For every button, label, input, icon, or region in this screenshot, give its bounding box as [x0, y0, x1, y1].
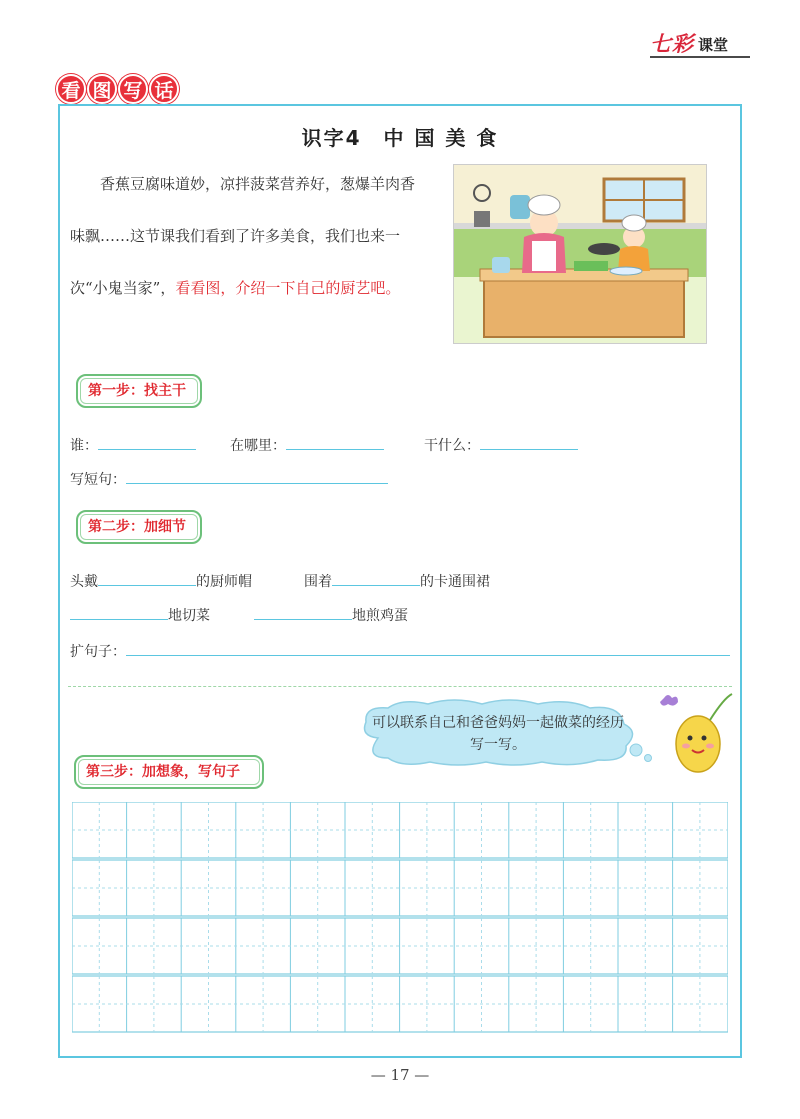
expand-label: 扩句子： [70, 644, 126, 660]
step2-expand-row [70, 640, 730, 661]
step2-badge: 第二步：加细节 [76, 510, 202, 544]
short-sentence-input[interactable] [126, 468, 388, 484]
cut-input[interactable] [70, 604, 168, 620]
writing-grid-lines [72, 802, 728, 1038]
expand-input[interactable] [126, 640, 730, 656]
brand-underline [650, 56, 750, 58]
where-label: 在哪里： [230, 438, 286, 454]
writing-grid[interactable] [72, 802, 728, 1042]
step2-cut-row [70, 604, 210, 625]
hint-bubble [358, 698, 658, 768]
lesson-intro [70, 158, 425, 314]
brand-logo-mark: 七彩 [650, 31, 694, 56]
apron-prefix: 围着 [304, 574, 332, 590]
step1-badge: 第一步：找主干 [76, 374, 202, 408]
what-label: 干什么： [424, 438, 480, 454]
section-tab-char: 看 [56, 74, 86, 104]
step2-apron-row [304, 570, 490, 591]
step1-what-row [424, 434, 578, 455]
who-input[interactable] [98, 434, 196, 450]
section-divider [68, 686, 732, 687]
hat-prefix: 头戴 [70, 574, 98, 590]
section-tab-char: 写 [118, 74, 148, 104]
where-input[interactable] [286, 434, 384, 450]
who-label: 谁： [70, 438, 98, 454]
what-input[interactable] [480, 434, 578, 450]
lesson-title: 识字4 中 国 美 食 [301, 126, 499, 150]
section-tab-char: 话 [149, 74, 179, 104]
fry-suffix: 地煎鸡蛋 [352, 608, 408, 624]
step3-badge: 第三步：加想象，写句子 [74, 755, 264, 789]
brand-logo-text: 课堂 [698, 36, 729, 54]
brand-logo [650, 28, 750, 64]
step1-short-row [70, 468, 388, 489]
lemon-mascot-icon [650, 692, 740, 782]
cut-suffix: 地切菜 [168, 608, 210, 624]
short-sentence-label: 写短句： [70, 472, 126, 488]
hat-input[interactable] [98, 570, 196, 586]
section-tab-char: 图 [87, 74, 117, 104]
apron-suffix: 的卡通围裙 [420, 574, 490, 590]
kitchen-scene-icon [454, 165, 707, 344]
intro-instruction: 看看图，介绍一下自己的厨艺吧。 [175, 279, 401, 297]
hint-text: 可以联系自己和爸爸妈妈一起做菜的经历写一写。 [372, 715, 624, 753]
step2-hat-row [70, 570, 252, 591]
section-tab [56, 74, 180, 104]
fry-input[interactable] [254, 604, 352, 620]
intro-text: 香蕉豆腐味道妙，凉拌菠菜营养好，葱爆羊肉香味飘……这节课我们看到了许多美食，我们也来一次“小鬼当家”， [70, 175, 416, 297]
step2-fry-row [254, 604, 408, 625]
step1-where-row [230, 434, 384, 455]
kitchen-illustration [453, 164, 707, 344]
hat-suffix: 的厨师帽 [196, 574, 252, 590]
page-number: — 17 — [370, 1066, 430, 1084]
apron-input[interactable] [332, 570, 420, 586]
step1-who-row [70, 434, 196, 455]
